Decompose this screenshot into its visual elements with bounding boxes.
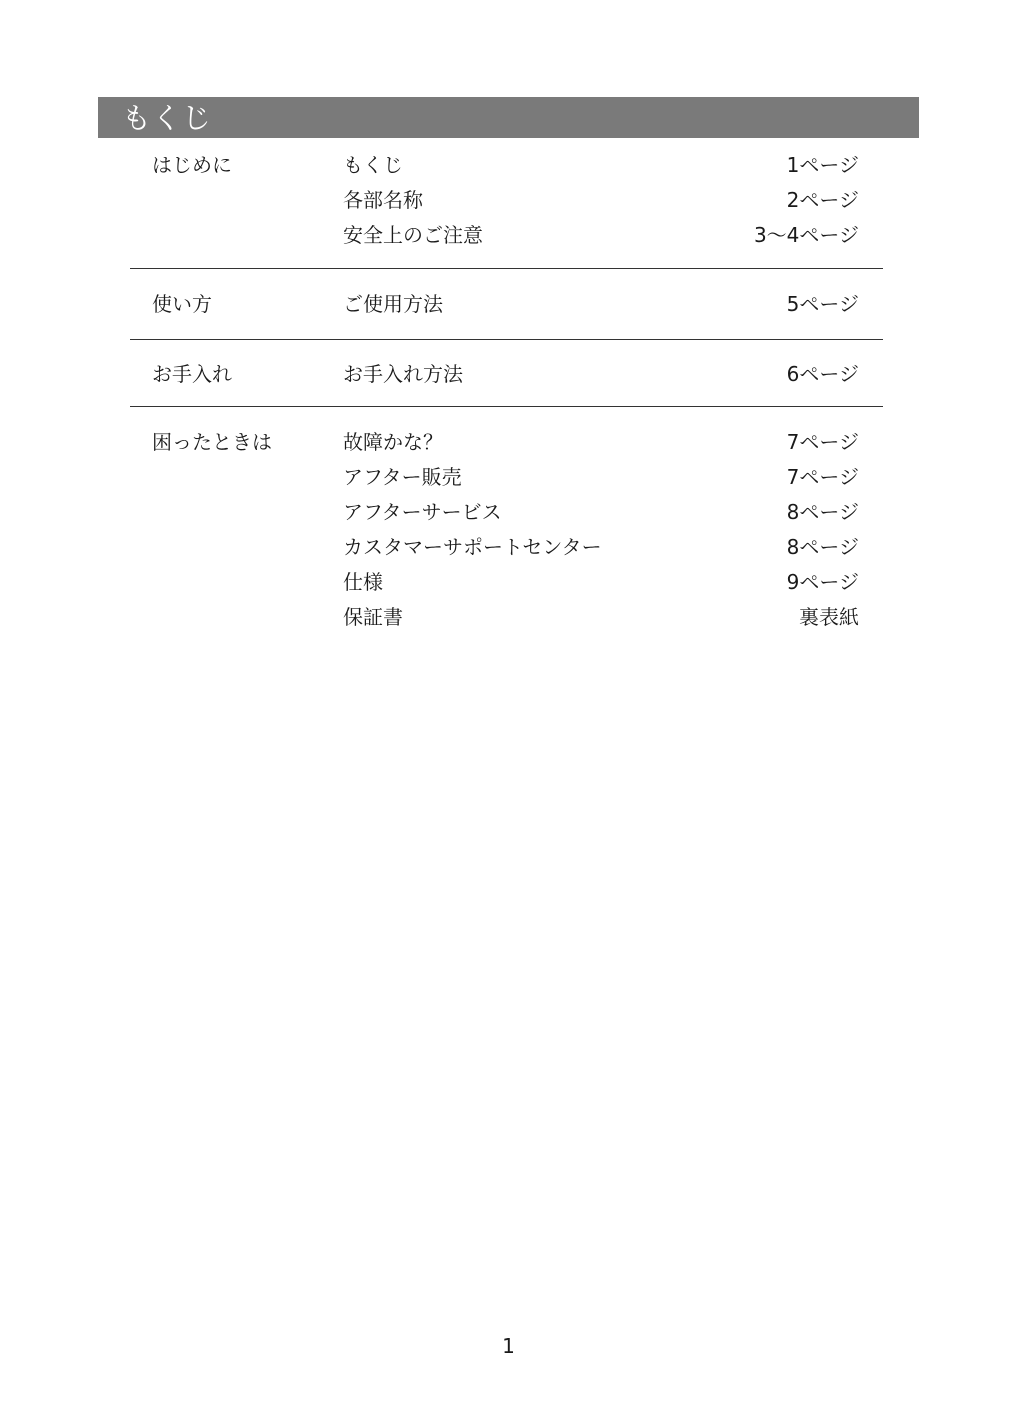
toc-item-page: 5ページ: [786, 292, 859, 316]
toc-item-title[interactable]: アフター販売: [343, 465, 462, 489]
toc-item-page: 1ページ: [786, 153, 859, 177]
toc-item-page: 6ページ: [786, 362, 859, 386]
toc-item-page: 7ページ: [786, 465, 859, 489]
toc-row[interactable]: [130, 570, 883, 605]
toc-item-title[interactable]: 安全上のご注意: [343, 223, 483, 247]
toc-row[interactable]: [130, 605, 883, 640]
toc-item-title[interactable]: お手入れ方法: [343, 362, 463, 386]
toc-item-title[interactable]: 故障かな？: [343, 430, 443, 454]
toc-row[interactable]: [130, 292, 883, 327]
toc-item-page: 3〜4ページ: [753, 223, 859, 247]
toc-row[interactable]: [130, 153, 883, 188]
toc-row[interactable]: [130, 188, 883, 223]
toc-row[interactable]: [130, 535, 883, 570]
toc-item-page: 8ページ: [786, 500, 859, 524]
toc-item-title[interactable]: 各部名称: [343, 188, 423, 212]
page-title: もくじ: [122, 101, 213, 135]
toc-section-maintenance: [130, 341, 883, 407]
section-label: 使い方: [152, 292, 212, 316]
toc-section-introduction: [130, 140, 883, 269]
toc-item-title[interactable]: ご使用方法: [343, 292, 443, 316]
toc-item-page: 裏表紙: [799, 605, 859, 629]
toc-item-title[interactable]: カスタマーサポートセンター: [343, 535, 602, 559]
toc-row[interactable]: [130, 430, 883, 465]
toc-row[interactable]: [130, 465, 883, 500]
toc-item-title[interactable]: アフターサービス: [343, 500, 502, 524]
toc-row[interactable]: [130, 500, 883, 535]
toc-item-title[interactable]: 保証書: [343, 605, 403, 629]
toc-item-title[interactable]: 仕様: [343, 570, 383, 594]
toc-row[interactable]: [130, 223, 883, 258]
page-number: 1: [502, 1334, 515, 1358]
section-label: はじめに: [152, 153, 232, 177]
toc-section-usage: [130, 270, 883, 340]
toc-item-page: 8ページ: [786, 535, 859, 559]
toc-title-bar: [98, 97, 919, 138]
toc-row[interactable]: [130, 362, 883, 397]
section-label: 困ったときは: [152, 430, 272, 454]
section-label: お手入れ: [152, 362, 232, 386]
toc-item-title[interactable]: もくじ: [343, 153, 403, 177]
toc-item-page: 2ページ: [786, 188, 859, 212]
toc-section-troubleshooting: [130, 408, 883, 638]
toc-item-page: 7ページ: [786, 430, 859, 454]
toc-item-page: 9ページ: [786, 570, 859, 594]
